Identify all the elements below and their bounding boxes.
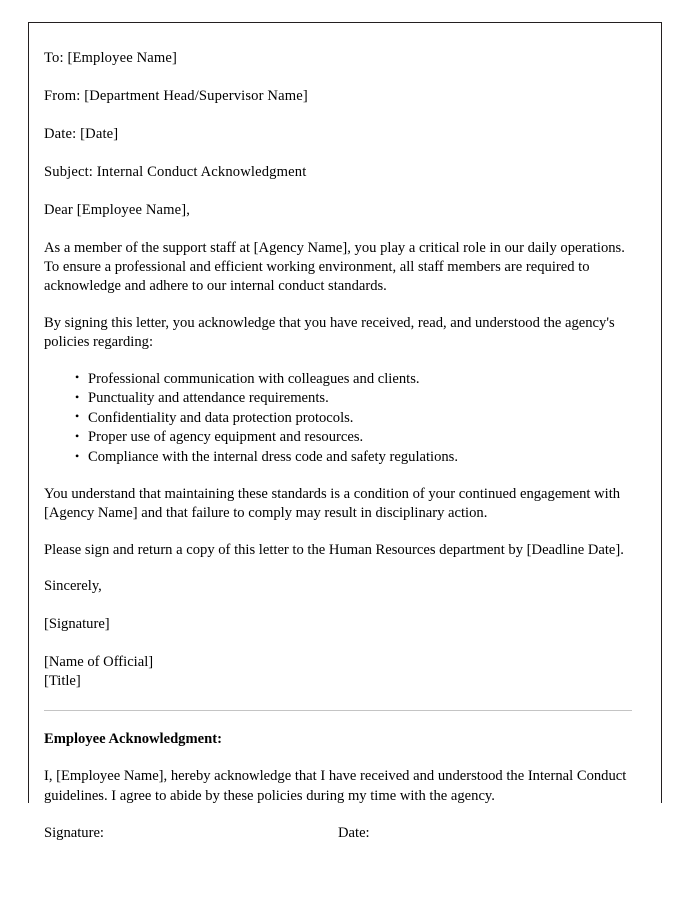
signature-date-row xyxy=(44,824,632,842)
letter-field-from: From: [Department Head/Supervisor Name] xyxy=(44,87,308,104)
acknowledgment-body: I, [Employee Name], hereby acknowledge that I have received and understood the Internal Conduct guidelines. I agree to abide by these policies during my time with the agency. xyxy=(44,768,627,804)
section-divider xyxy=(44,710,632,711)
document-content xyxy=(44,23,632,842)
signature-placeholder: [Signature] xyxy=(44,615,110,632)
letter-paragraph-compliance: You understand that maintaining these standards is a condition of your continued engagement with [Agency Name] and that failure to comply may result in disciplinary action. xyxy=(44,485,621,522)
list-item: • Professional communication with colleagues and clients. xyxy=(75,370,632,390)
employee-signature-label: Signature: xyxy=(44,825,104,842)
list-item: • Proper use of agency equipment and resources. xyxy=(75,428,632,448)
letter-field-date: Date: [Date] xyxy=(44,125,119,142)
letter-paragraph-acknowledgment-intro: By signing this letter, you acknowledge that you have received, read, and understood the agency's policies regarding: xyxy=(44,314,615,351)
acknowledgment-heading: Employee Acknowledgment: xyxy=(44,730,222,747)
policy-list xyxy=(44,370,632,468)
official-name: [Name of Official] xyxy=(44,653,154,670)
list-item: • Compliance with the internal dress code and safety regulations. xyxy=(75,448,632,468)
employee-date-label: Date: xyxy=(338,825,370,842)
letter-field-to: To: [Employee Name] xyxy=(44,50,178,66)
letter-closing: Sincerely, xyxy=(44,577,102,594)
letter-salutation: Dear [Employee Name], xyxy=(44,201,191,218)
list-item: • Punctuality and attendance requirements. xyxy=(75,389,632,409)
official-title: [Title] xyxy=(44,673,81,690)
letter-paragraph-return-instructions: Please sign and return a copy of this letter to the Human Resources department by [Deadline Date]. xyxy=(44,541,624,558)
document-page xyxy=(28,22,662,842)
official-signature-block xyxy=(44,653,632,692)
letter-paragraph-intro: As a member of the support staff at [Agency Name], you play a critical role in our daily operations. To ensure a professional and efficient working environment, all staff members are required to acknowledge and adhere to our internal conduct standards. xyxy=(44,239,625,295)
list-item: • Confidentiality and data protection protocols. xyxy=(75,409,632,429)
letter-field-subject: Subject: Internal Conduct Acknowledgment xyxy=(44,163,307,180)
